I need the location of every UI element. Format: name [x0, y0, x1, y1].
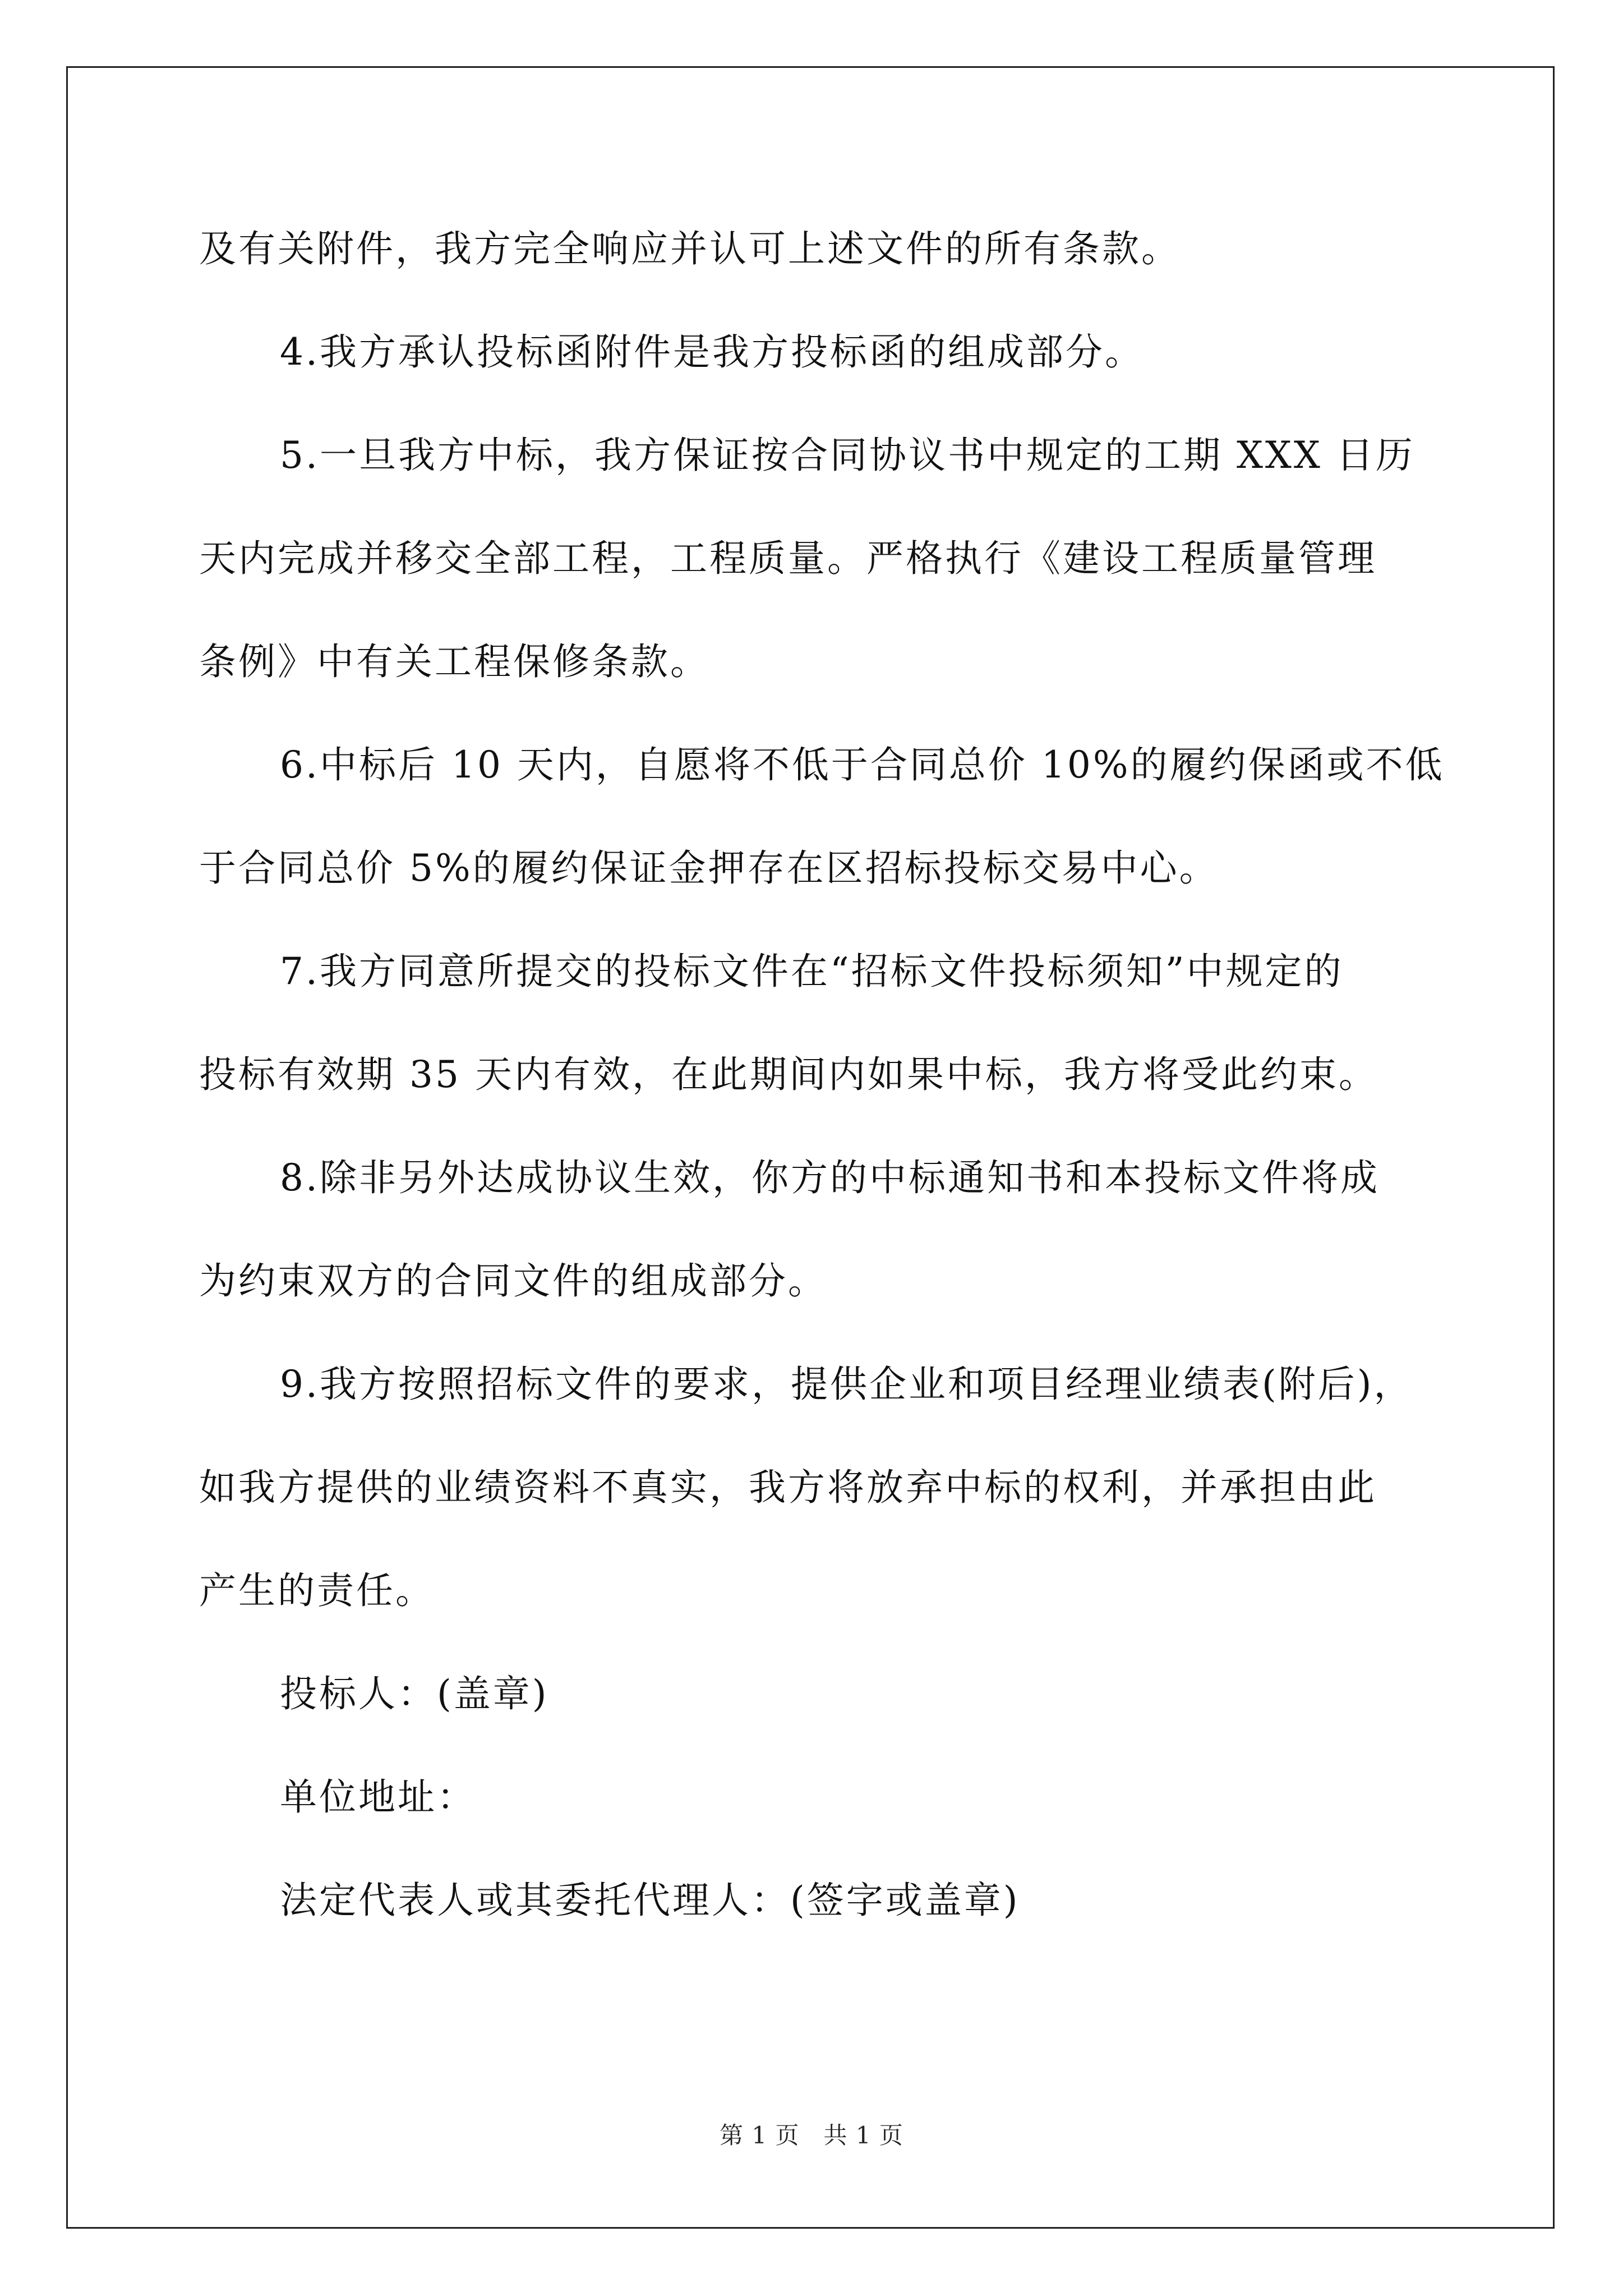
clause-8-line-1: 8.除非另外达成协议生效，你方的中标通知书和本投标文件将成: [280, 1156, 1380, 1199]
clause-6-line-1: 6.中标后 10 天内，自愿将不低于合同总价 10%的履约保函或不低: [280, 743, 1445, 786]
clause-7-line-2: 投标有效期 35 天内有效，在此期间内如果中标，我方将受此约束。: [199, 1053, 1378, 1096]
clause-7-line-1: 7.我方同意所提交的投标文件在“招标文件投标须知”中规定的: [280, 950, 1344, 993]
bidder-seal-line: 投标人：(盖章): [280, 1672, 549, 1715]
text-line: 及有关附件，我方完全响应并认可上述文件的所有条款。: [199, 227, 1181, 270]
page-number: 第 1 页 共 1 页: [720, 2122, 903, 2149]
clause-9-line-1: 9.我方按照招标文件的要求，提供企业和项目经理业绩表(附后)，: [280, 1363, 1413, 1406]
clause-8-line-2: 为约束双方的合同文件的组成部分。: [199, 1259, 827, 1303]
clause-9-line-2: 如我方提供的业绩资料不真实，我方将放弃中标的权利，并承担由此: [199, 1466, 1377, 1509]
clause-5-line-1: 5.一旦我方中标，我方保证按合同协议书中规定的工期 XXX 日历: [280, 434, 1415, 477]
document-body: [199, 197, 1445, 1952]
clause-9-line-3: 产生的责任。: [199, 1569, 435, 1612]
legal-representative-line: 法定代表人或其委托代理人：(签字或盖章): [280, 1879, 1020, 1922]
clause-5-line-2: 天内完成并移交全部工程，工程质量。严格执行《建设工程质量管理: [199, 537, 1377, 580]
unit-address-line: 单位地址：: [280, 1775, 476, 1819]
clause-4: 4.我方承认投标函附件是我方投标函的组成部分。: [280, 330, 1144, 374]
page-footer: [0, 2122, 1623, 2150]
clause-6-line-2: 于合同总价 5%的履约保证金押存在区招标投标交易中心。: [199, 846, 1219, 890]
clause-5-line-3: 条例》中有关工程保修条款。: [199, 640, 709, 683]
